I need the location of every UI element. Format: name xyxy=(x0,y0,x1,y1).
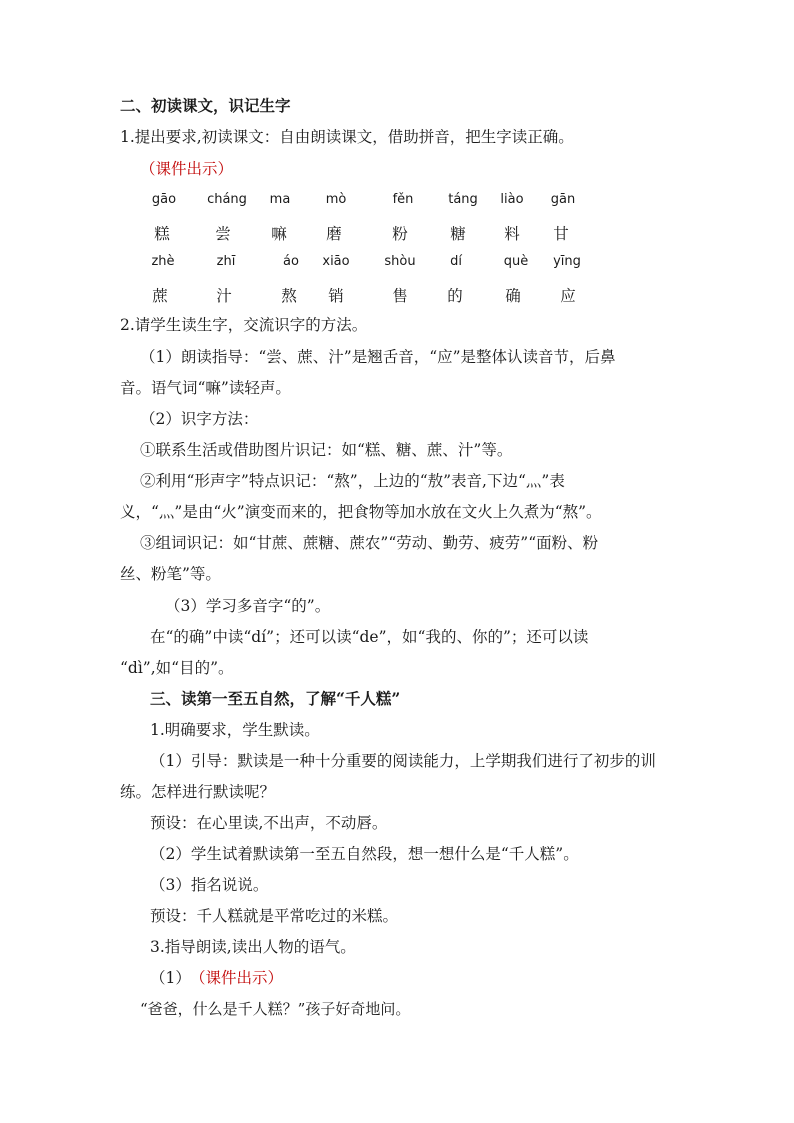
courseware-note: （课件出示） xyxy=(190,969,284,987)
paragraph: 在“的确”中读“dí”；还可以读“de”，如“我的、你的”；还可以读 xyxy=(150,628,589,646)
pinyin-cell: mò xyxy=(325,192,347,207)
hanzi-cell: 嘛 xyxy=(271,225,287,243)
paragraph: （1） xyxy=(150,969,191,987)
pinyin-cell: yīng xyxy=(553,254,581,269)
pinyin-cell: xiāo xyxy=(322,254,350,269)
pinyin-cell: què xyxy=(503,254,529,269)
pinyin-cell: dí xyxy=(450,254,462,269)
pinyin-row-1 xyxy=(0,192,794,216)
hanzi-cell: 磨 xyxy=(326,225,342,243)
pinyin-cell: táng xyxy=(448,192,478,207)
pinyin-cell: shòu xyxy=(384,254,416,269)
pinyin-cell: zhè xyxy=(151,254,175,269)
hanzi-row-1 xyxy=(0,222,794,246)
hanzi-cell: 蔗 xyxy=(152,287,168,305)
paragraph: （2）识字方法： xyxy=(140,410,259,428)
hanzi-cell: 料 xyxy=(504,225,520,243)
paragraph: ③组词识记：如“甘蔗、蔗糖、蔗农”“劳动、勤劳、疲劳”“面粉、粉 xyxy=(140,534,599,552)
pinyin-cell: gāo xyxy=(151,192,177,207)
paragraph: “dì”,如“目的”。 xyxy=(120,659,234,677)
paragraph: 2.请学生读生字，交流识字的方法。 xyxy=(120,316,368,334)
paragraph: （2）学生试着默读第一至五自然段，想一想什么是“千人糕”。 xyxy=(150,845,579,863)
paragraph: 音。语气词“嘛”读轻声。 xyxy=(120,379,291,397)
hanzi-row-2 xyxy=(0,284,794,308)
paragraph: ①联系生活或借助图片识记：如“糕、糖、蔗、汁”等。 xyxy=(140,441,513,459)
pinyin-cell: ma xyxy=(269,192,291,207)
paragraph: 预设：在心里读,不出声，不动唇。 xyxy=(150,814,388,832)
hanzi-cell: 应 xyxy=(560,287,576,305)
paragraph: 练。怎样进行默读呢？ xyxy=(120,783,276,801)
paragraph: ②利用“形声字”特点识记：“熬”，上边的“敖”表音,下边“灬”表 xyxy=(140,472,565,490)
pinyin-cell: liào xyxy=(500,192,524,207)
hanzi-cell: 的 xyxy=(447,287,463,305)
hanzi-cell: 糕 xyxy=(154,225,170,243)
paragraph: （3）学习多音字“的”。 xyxy=(165,597,331,615)
section-heading-2: 二、初读课文，识记生字 xyxy=(120,96,291,115)
hanzi-cell: 售 xyxy=(392,287,408,305)
section-heading-3: 三、读第一至五自然，了解“千人糕” xyxy=(150,689,401,708)
paragraph: 1.提出要求,初读课文：自由朗读课文，借助拼音，把生字读正确。 xyxy=(120,128,574,146)
paragraph: 3.指导朗读,读出人物的语气。 xyxy=(150,938,356,956)
paragraph: （1）引导：默读是一种十分重要的阅读能力，上学期我们进行了初步的训 xyxy=(150,752,656,770)
pinyin-cell: fěn xyxy=(392,192,414,207)
hanzi-cell: 甘 xyxy=(553,225,569,243)
paragraph: 丝、粉笔”等。 xyxy=(120,565,221,583)
pinyin-cell: zhī xyxy=(216,254,236,269)
paragraph: （3）指名说说。 xyxy=(150,876,269,894)
hanzi-cell: 汁 xyxy=(216,287,232,305)
hanzi-cell: 粉 xyxy=(392,225,408,243)
pinyin-cell: cháng xyxy=(207,192,247,207)
paragraph: （1）朗读指导：“尝、蔗、汁”是翘舌音，“应”是整体认读音节，后鼻 xyxy=(140,348,616,366)
hanzi-cell: 熬 xyxy=(281,287,297,305)
hanzi-cell: 尝 xyxy=(215,225,231,243)
paragraph: 义，“灬”是由“火”演变而来的，把食物等加水放在文火上久煮为“熬”。 xyxy=(120,503,602,521)
hanzi-cell: 确 xyxy=(505,287,521,305)
quote-line: “爸爸，什么是千人糕？”孩子好奇地问。 xyxy=(140,1000,411,1018)
hanzi-cell: 销 xyxy=(328,287,344,305)
courseware-note: （课件出示） xyxy=(140,160,234,178)
pinyin-cell: áo xyxy=(283,254,299,269)
hanzi-cell: 糖 xyxy=(450,225,466,243)
paragraph: 预设：千人糕就是平常吃过的米糕。 xyxy=(150,907,399,925)
pinyin-cell: gān xyxy=(550,192,576,207)
paragraph: 1.明确要求，学生默读。 xyxy=(150,721,320,739)
pinyin-row-2 xyxy=(0,254,794,278)
